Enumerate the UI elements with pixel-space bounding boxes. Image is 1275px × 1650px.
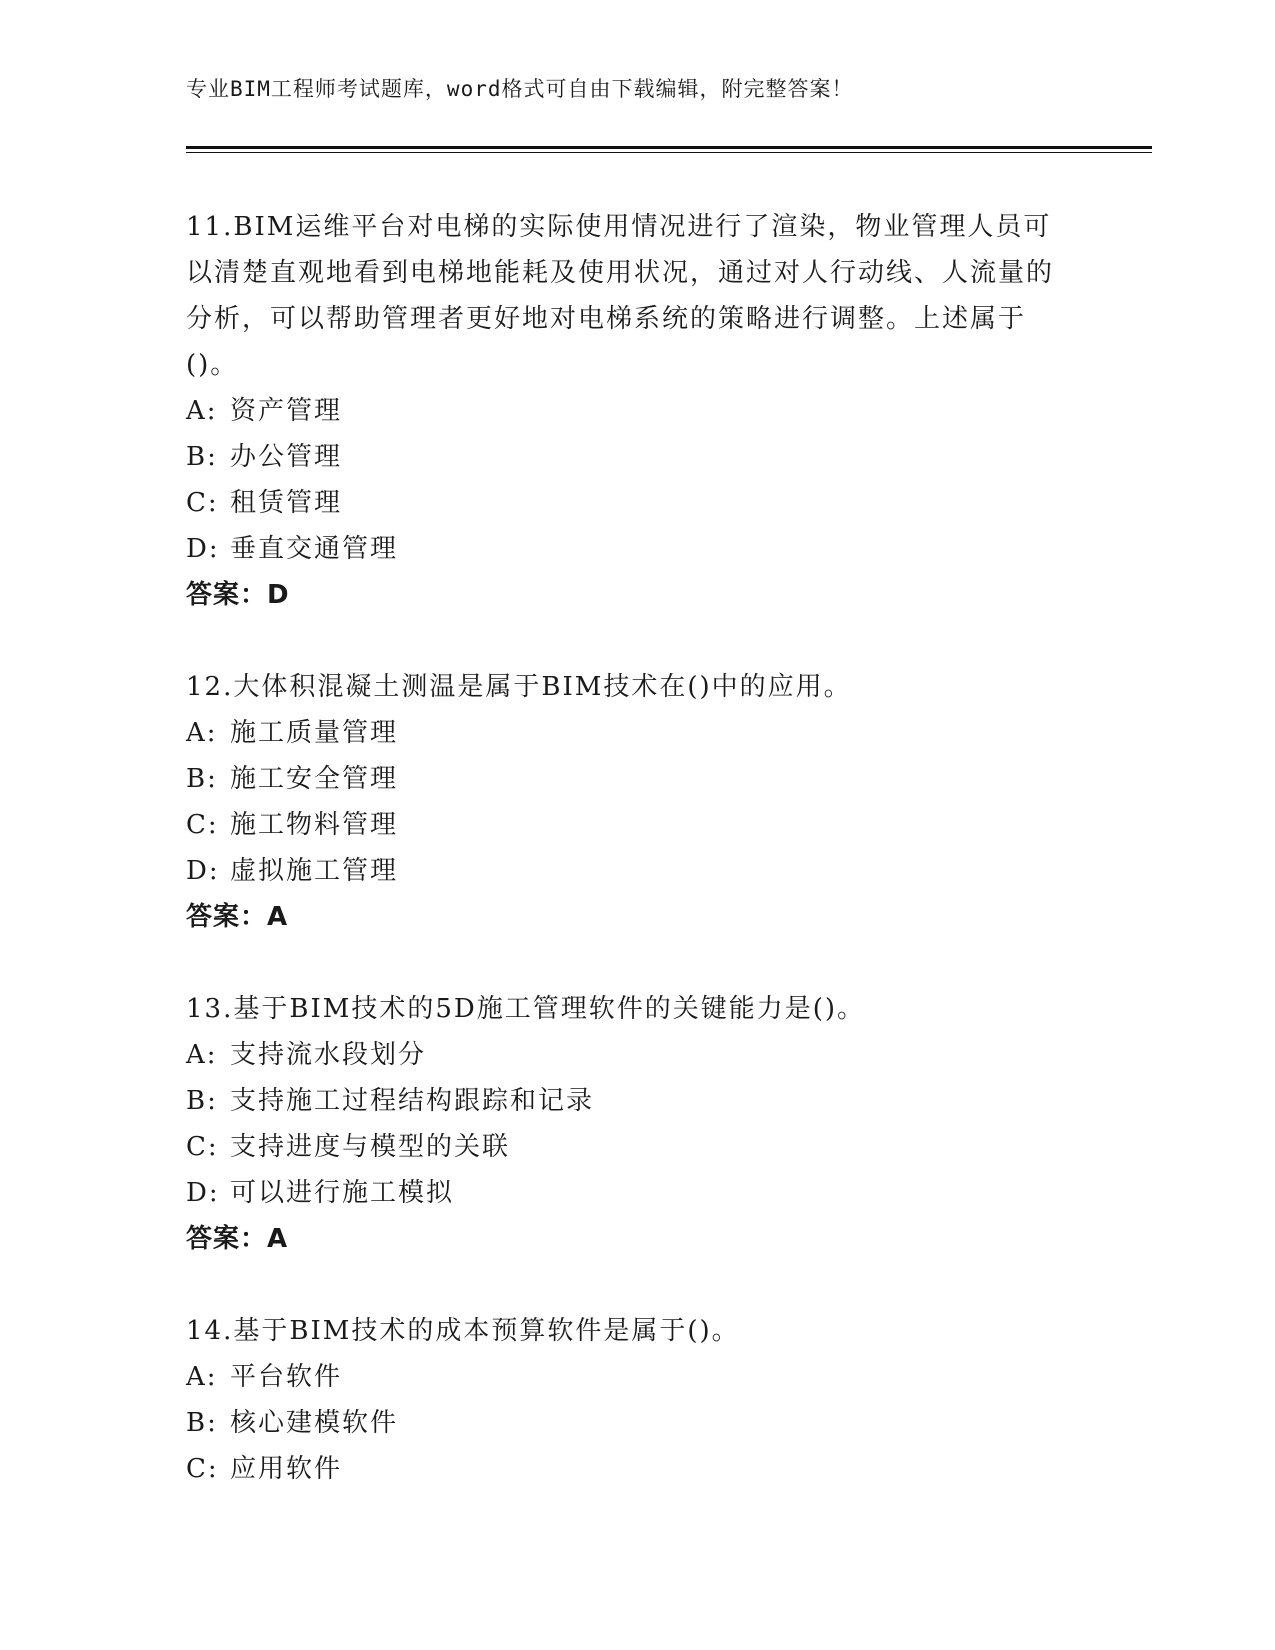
option-letter: C: [186, 810, 219, 840]
option-text: 应用软件 [230, 1454, 343, 1484]
option-c [186, 1124, 1066, 1170]
option-b [186, 434, 1066, 480]
header-rule-thin [186, 152, 1152, 153]
option-b [186, 756, 1066, 802]
option-text: 施工物料管理 [230, 810, 399, 840]
option-letter: A: [186, 1040, 218, 1070]
option-c [186, 480, 1066, 526]
option-letter: C: [186, 1454, 219, 1484]
question-13 [186, 986, 1066, 1262]
option-text: 支持进度与模型的关联 [230, 1132, 511, 1162]
question-12 [186, 664, 1066, 940]
option-d [186, 848, 1066, 894]
option-letter: D: [186, 856, 220, 886]
option-letter: B: [186, 442, 218, 472]
answer-label: 答案：D [186, 580, 290, 610]
option-a [186, 710, 1066, 756]
option-d [186, 1170, 1066, 1216]
option-a [186, 1354, 1066, 1400]
option-b [186, 1078, 1066, 1124]
question-stem: 12.大体积混凝土测温是属于BIM技术在()中的应用。 [186, 672, 852, 702]
option-text: 办公管理 [230, 442, 343, 472]
option-letter: D: [186, 534, 220, 564]
option-c [186, 802, 1066, 848]
option-text: 施工质量管理 [230, 718, 399, 748]
option-text: 租赁管理 [230, 488, 343, 518]
question-stem: 14.基于BIM技术的成本预算软件是属于()。 [186, 1316, 740, 1346]
option-letter: B: [186, 764, 218, 794]
header-rule-thick [186, 146, 1152, 149]
option-letter: B: [186, 1086, 218, 1116]
option-text: 垂直交通管理 [230, 534, 399, 564]
option-letter: C: [186, 488, 219, 518]
question-stem: 13.基于BIM技术的5D施工管理软件的关键能力是()。 [186, 994, 866, 1024]
answer-label: 答案：A [186, 1224, 289, 1254]
option-letter: B: [186, 1408, 218, 1438]
option-letter: A: [186, 1362, 218, 1392]
question-11 [186, 204, 1066, 618]
page-header-text: 专业BIM工程师考试题库，word格式可自由下载编辑，附完整答案！ [186, 77, 854, 101]
option-a [186, 388, 1066, 434]
option-c [186, 1446, 1066, 1492]
option-letter: A: [186, 396, 218, 426]
option-text: 支持施工过程结构跟踪和记录 [230, 1086, 595, 1116]
option-text: 核心建模软件 [230, 1408, 399, 1438]
option-text: 支持流水段划分 [230, 1040, 427, 1070]
option-letter: D: [186, 1178, 220, 1208]
option-b [186, 1400, 1066, 1446]
option-text: 平台软件 [230, 1362, 343, 1392]
option-letter: C: [186, 1132, 219, 1162]
option-text: 虚拟施工管理 [230, 856, 399, 886]
option-text: 可以进行施工模拟 [230, 1178, 455, 1208]
option-a [186, 1032, 1066, 1078]
question-stem: 11.BIM运维平台对电梯的实际使用情况进行了渲染，物业管理人员可以清楚直观地看到电梯地能耗及使用状况，通过对人行动线、人流量的分析，可以帮助管理者更好地对电梯系统的策略进行调整。上述属于()。 [186, 212, 1055, 380]
option-text: 资产管理 [230, 396, 343, 426]
option-text: 施工安全管理 [230, 764, 399, 794]
option-letter: A: [186, 718, 218, 748]
answer-label: 答案：A [186, 902, 289, 932]
question-14 [186, 1308, 1066, 1492]
option-d [186, 526, 1066, 572]
question-list [186, 204, 1066, 1538]
